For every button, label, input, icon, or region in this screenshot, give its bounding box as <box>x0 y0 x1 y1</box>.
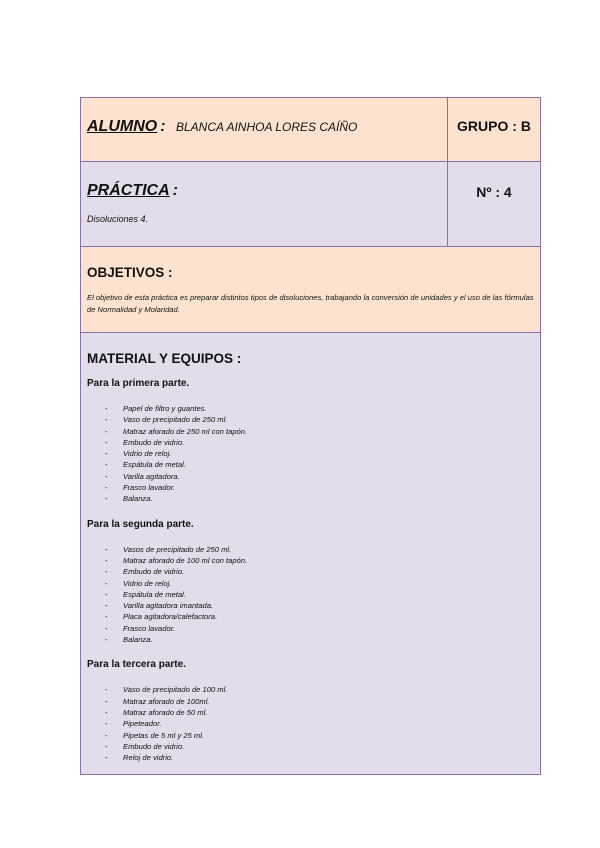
bullet-dash: - <box>105 483 108 493</box>
list-item-text: Vasos de precipitado de 250 ml. <box>123 544 232 554</box>
bullet-dash: - <box>105 437 108 447</box>
list-item <box>87 555 534 566</box>
part-title: Para la segunda parte. <box>87 518 194 530</box>
list-item-text: Varilla agitadora imantada. <box>123 601 214 611</box>
list-item-text: Matraz aforado de 100 ml con tapón. <box>123 555 248 565</box>
bullet-dash: - <box>105 460 108 470</box>
list-item <box>87 414 534 425</box>
list-item <box>87 589 534 600</box>
list-item-text: Embudo de vidrio. <box>123 567 185 577</box>
bullet-dash: - <box>105 555 108 565</box>
bullet-dash: - <box>105 494 108 504</box>
part-title: Para la primera parte. <box>87 378 190 389</box>
student-label: ALUMNO <box>87 118 158 135</box>
bullet-dash: - <box>105 544 108 554</box>
student-cell <box>81 98 448 161</box>
list-item <box>87 707 534 718</box>
bullet-dash: - <box>105 589 108 599</box>
materials-parts <box>87 378 534 763</box>
group-label: GRUPO : B <box>457 118 531 134</box>
objectives-section <box>81 247 540 333</box>
list-item-text: Vaso de precipitado de 250 ml. <box>123 415 228 425</box>
material-list <box>87 403 534 505</box>
list-item-text: Embudo de vidrio. <box>123 741 185 751</box>
student-colon: : <box>160 118 166 135</box>
list-item-text: Balanza. <box>123 494 153 504</box>
list-item <box>87 611 534 622</box>
list-item <box>87 600 534 611</box>
list-item <box>87 448 534 459</box>
bullet-dash: - <box>105 426 108 436</box>
bullet-dash: - <box>105 719 108 729</box>
list-item <box>87 482 534 493</box>
list-item-text: Vidrio de reloj. <box>123 578 172 588</box>
bullet-dash: - <box>105 578 108 588</box>
list-item-text: Pipeteador. <box>123 719 162 729</box>
number-cell <box>448 162 540 246</box>
material-list <box>87 544 534 646</box>
list-item-text: Reloj de vidrio. <box>123 753 174 763</box>
practice-row <box>81 162 540 247</box>
list-item <box>87 718 534 729</box>
list-item-text: Embudo de vidrio. <box>123 437 185 447</box>
list-item-text: Pipetas de 5 ml y 25 ml. <box>123 730 205 740</box>
bullet-dash: - <box>105 404 108 413</box>
list-item <box>87 426 534 437</box>
list-item <box>87 578 534 589</box>
bullet-dash: - <box>105 741 108 751</box>
list-item <box>87 741 534 752</box>
list-item-text: Matraz aforado de 50 ml. <box>123 707 208 717</box>
objectives-text: El objetivo de esta práctica es preparar distintos tipos de disoluciones, trabajando la conversión de unidades y el uso de las fórmulas de Normalidad y Molaridad. <box>87 293 534 314</box>
bullet-dash: - <box>105 471 108 481</box>
list-item <box>87 493 534 504</box>
list-item-text: Frasco lavador. <box>123 483 176 493</box>
list-item <box>87 730 534 741</box>
bullet-dash: - <box>105 753 108 763</box>
material-list <box>87 684 534 763</box>
practice-cell <box>81 162 448 246</box>
list-item-text: Balanza. <box>123 635 153 645</box>
part-title: Para la tercera parte. <box>87 659 186 671</box>
practice-colon: : <box>172 182 178 199</box>
list-item-text: Vidrio de reloj. <box>123 449 172 459</box>
list-item-text: Matraz aforado de 250 ml con tapón. <box>123 426 248 436</box>
list-item <box>87 403 534 414</box>
list-item <box>87 684 534 695</box>
list-item-text: Placa agitadora/calefactora. <box>123 612 218 622</box>
bullet-dash: - <box>105 567 108 577</box>
materials-section <box>81 333 540 774</box>
list-item <box>87 471 534 482</box>
list-item <box>87 544 534 555</box>
practice-sheet <box>80 97 541 775</box>
list-item <box>87 634 534 645</box>
practice-number: Nº : 4 <box>476 184 512 200</box>
list-item-text: Espátula de metal. <box>123 589 186 599</box>
list-item-text: Matraz aforado de 100ml. <box>123 696 210 706</box>
list-item <box>87 623 534 634</box>
objectives-title: OBJETIVOS : <box>87 265 173 280</box>
bullet-dash: - <box>105 707 108 717</box>
list-item-text: Espátula de metal. <box>123 460 186 470</box>
list-item-text: Papel de filtro y guantes. <box>123 404 207 413</box>
bullet-dash: - <box>105 449 108 459</box>
practice-label: PRÁCTICA <box>87 182 170 199</box>
bullet-dash: - <box>105 635 108 645</box>
list-item-text: Varilla agitadora. <box>123 471 180 481</box>
list-item <box>87 752 534 763</box>
list-item-text: Vaso de precipitado de 100 ml. <box>123 685 228 695</box>
bullet-dash: - <box>105 612 108 622</box>
list-item <box>87 437 534 448</box>
bullet-dash: - <box>105 415 108 425</box>
bullet-dash: - <box>105 730 108 740</box>
bullet-dash: - <box>105 623 108 633</box>
bullet-dash: - <box>105 601 108 611</box>
header-row <box>81 98 540 162</box>
list-item-text: Frasco lavador. <box>123 623 176 633</box>
practice-name: Disoluciones 4. <box>87 214 149 224</box>
student-name: BLANCA AINHOA LORES CAÍÑO <box>176 120 358 134</box>
list-item <box>87 696 534 707</box>
group-cell <box>448 98 540 161</box>
bullet-dash: - <box>105 696 108 706</box>
materials-title: MATERIAL Y EQUIPOS : <box>87 351 242 366</box>
list-item <box>87 459 534 470</box>
bullet-dash: - <box>105 685 108 695</box>
list-item <box>87 566 534 577</box>
